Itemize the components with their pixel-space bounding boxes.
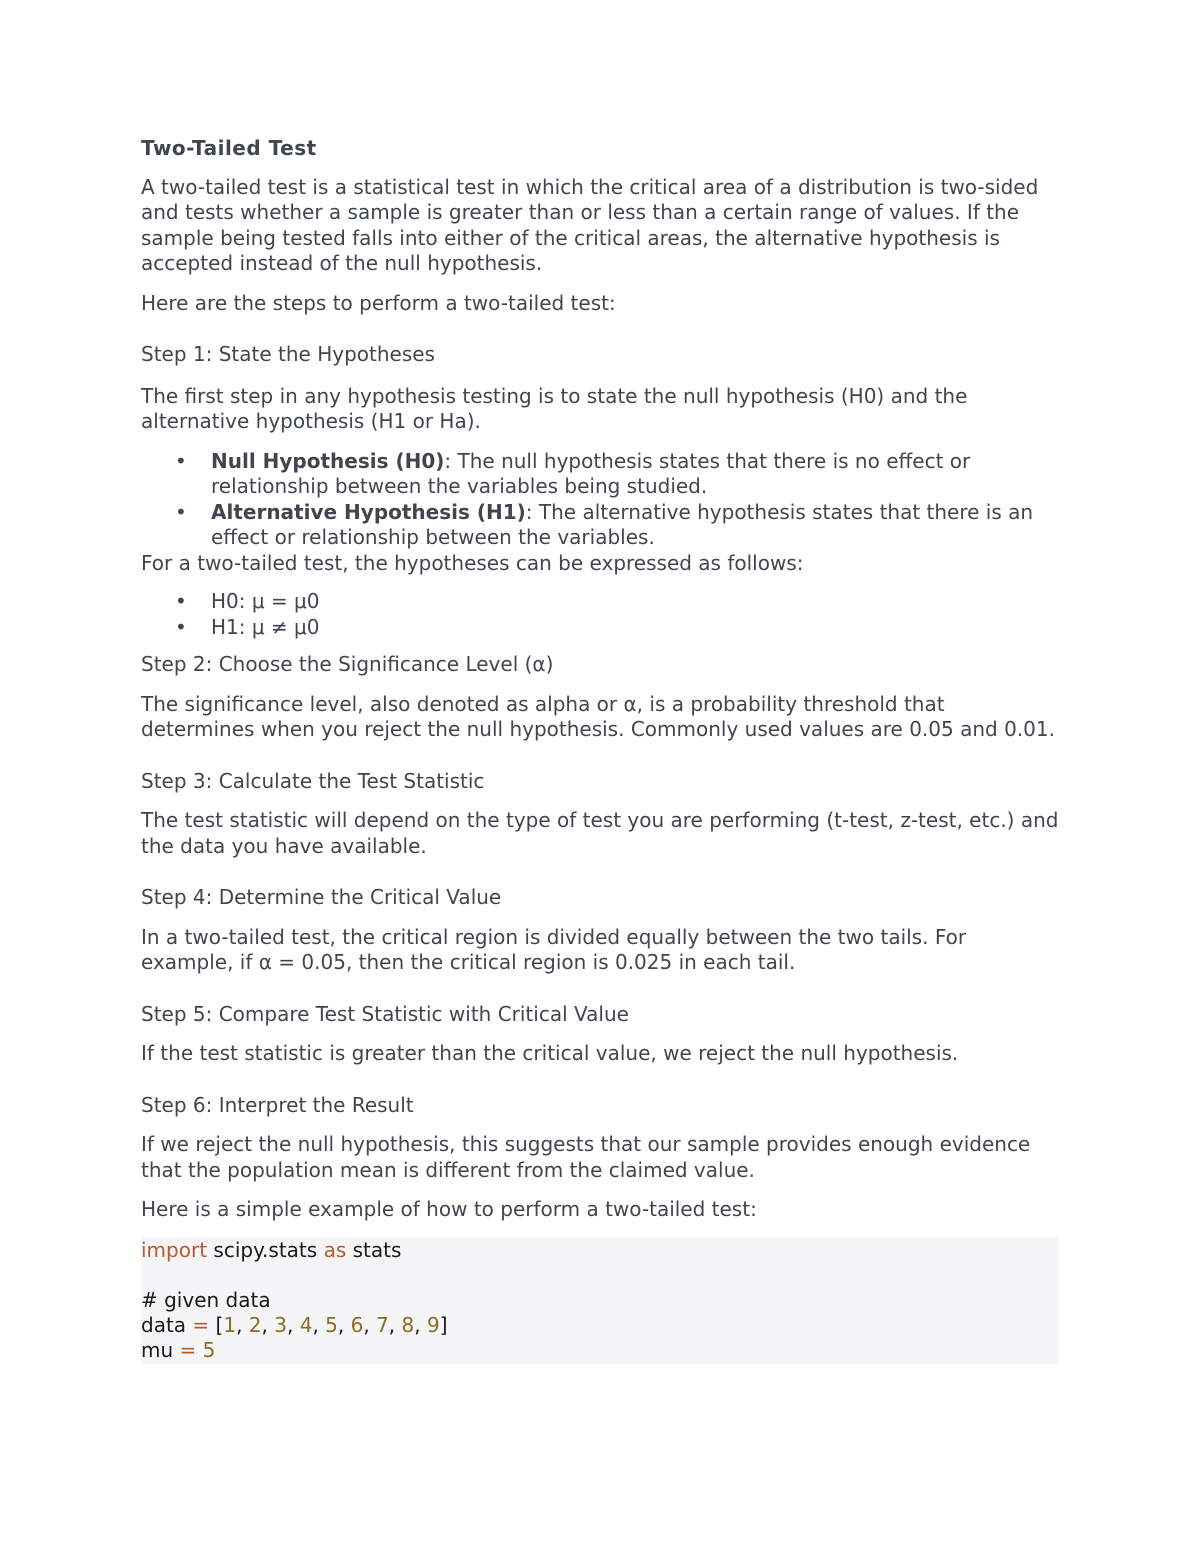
step6-heading: Step 6: Interpret the Result — [141, 1092, 414, 1117]
code-bracket: [ — [209, 1312, 224, 1337]
step5-body: If the test statistic is greater than the critical value, we reject the null hypothesis. — [141, 1041, 959, 1065]
code-line — [141, 1288, 1059, 1313]
code-block — [141, 1237, 1059, 1364]
code-number: 5 — [202, 1337, 216, 1362]
code-operator: = — [192, 1312, 210, 1337]
code-separator: , — [363, 1312, 377, 1337]
code-line — [141, 1238, 1059, 1263]
step1-body: The first step in any hypothesis testing is to state the null hypothesis (H0) and the alternative hypothesis (H1 or Ha). — [141, 383, 968, 433]
hypothesis-definitions — [141, 449, 1059, 551]
code-comment: # given data — [141, 1287, 271, 1312]
formula: H0: μ = μ0 — [211, 589, 320, 613]
list-item — [175, 448, 1059, 500]
bullet-icon: • — [175, 448, 187, 473]
code-number: 7 — [376, 1312, 389, 1337]
bullet-icon: • — [175, 589, 187, 613]
list-item — [175, 614, 1059, 641]
bullet-icon: • — [175, 499, 187, 524]
code-separator: , — [312, 1312, 326, 1337]
list-item — [175, 589, 1059, 615]
code-number: 2 — [248, 1312, 262, 1337]
code-keyword: as — [323, 1237, 347, 1262]
step2-body: The significance level, also denoted as alpha or α, is a probability threshold that determines when you reject the null hypothesis. Commonly used values are 0.05 and 0.01. — [141, 691, 1055, 741]
code-number: 5 — [325, 1312, 338, 1337]
definition-text: : The null hypothesis states that there is no effect or relationship between the variables being studied. — [211, 448, 971, 498]
code-bracket: ] — [439, 1312, 448, 1337]
code-line — [141, 1338, 1059, 1363]
step4-heading: Step 4: Determine the Critical Value — [141, 885, 502, 909]
formula: H1: μ ≠ μ0 — [211, 614, 320, 639]
code-separator: , — [337, 1312, 351, 1337]
code-separator: , — [236, 1312, 249, 1337]
step4-body: In a two-tailed test, the critical region is divided equally between the two tails. For example, if α = 0.05, then the critical region is 0.025 in each tail. — [141, 924, 967, 974]
step2-heading: Step 2: Choose the Significance Level (α) — [141, 652, 554, 676]
intro-paragraph: A two-tailed test is a statistical test in which the critical area of a distribution is two-sided and tests whether a sample is greater than or less than a certain range of values. If the sample being tested falls into either of the critical areas, the alternative hypothesis is accepted instead of the null hypothesis. — [141, 174, 1039, 275]
code-number: 3 — [274, 1312, 287, 1337]
steps-intro: Here are the steps to perform a two-tailed test: — [141, 290, 616, 315]
definition-term: Alternative Hypothesis (H1) — [211, 499, 526, 524]
code-number: 8 — [401, 1312, 415, 1337]
code-number: 9 — [426, 1312, 440, 1337]
bullet-icon: • — [175, 614, 187, 639]
definition-text: : The alternative hypothesis states that there is an effect or relationship between the variables. — [211, 499, 1034, 549]
code-operator: = — [179, 1337, 197, 1362]
code-variable: data — [141, 1312, 193, 1337]
code-separator: , — [261, 1312, 275, 1337]
hypothesis-formulas — [141, 589, 1059, 640]
document-page — [141, 136, 1059, 1364]
code-separator: , — [286, 1312, 300, 1337]
step3-heading: Step 3: Calculate the Test Statistic — [141, 768, 485, 793]
code-variable: mu — [141, 1337, 180, 1362]
step1-heading: Step 1: State the Hypotheses — [141, 342, 435, 366]
code-alias: stats — [346, 1237, 402, 1262]
code-number: 6 — [350, 1312, 364, 1337]
step1-after: For a two-tailed test, the hypotheses can be expressed as follows: — [141, 550, 804, 575]
code-separator: , — [414, 1312, 427, 1337]
code-module: scipy.stats — [207, 1237, 324, 1262]
example-intro: Here is a simple example of how to perform a two-tailed test: — [141, 1197, 757, 1221]
code-number: 1 — [223, 1312, 237, 1337]
code-separator: , — [388, 1312, 402, 1337]
list-item — [175, 499, 1059, 551]
definition-term: Null Hypothesis (H0) — [211, 448, 445, 473]
code-number: 4 — [299, 1312, 313, 1337]
code-keyword: import — [141, 1237, 208, 1262]
step3-body: The test statistic will depend on the type of test you are performing (t-test, z-test, etc.) and the data you have available. — [141, 808, 1059, 858]
document-title: Two-Tailed Test — [141, 136, 317, 160]
step5-heading: Step 5: Compare Test Statistic with Critical Value — [141, 1001, 629, 1026]
code-line — [141, 1313, 1059, 1338]
step6-body: If we reject the null hypothesis, this suggests that our sample provides enough evidence that the population mean is different from the claimed value. — [141, 1132, 1031, 1182]
code-blank-line — [141, 1263, 1059, 1288]
